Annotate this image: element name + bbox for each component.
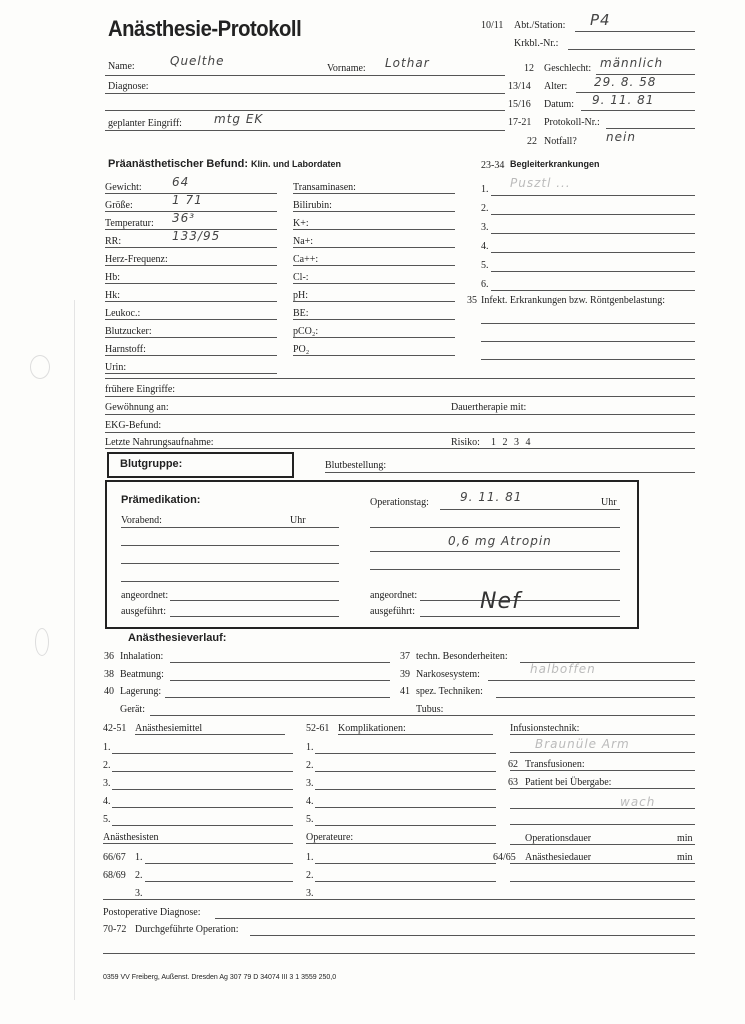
infekt-line-2 (481, 341, 695, 342)
fruehere-label: frühere Eingriffe: (105, 384, 176, 395)
notfall-label: Notfall? (544, 136, 577, 147)
infekt-label: Infekt. Erkrankungen bzw. Röntgenbelastung: (481, 295, 666, 306)
tech-label: techn. Besonderheiten: (416, 651, 508, 662)
mittel-line (112, 753, 293, 754)
op-number: 2. (306, 870, 314, 881)
begleit-line (491, 252, 695, 253)
nahrung-label: Letzte Nahrungsaufnahme: (105, 437, 214, 448)
lab-line (293, 355, 455, 356)
staff-num: 68/69 (103, 870, 126, 881)
lab-label: BE: (293, 308, 309, 319)
inhalation-line (170, 662, 390, 663)
eingriff-value: mtg EK (214, 112, 264, 126)
protokoll-label: Protokoll-Nr.: (544, 117, 600, 128)
begleit-num: 23-34 (481, 160, 505, 171)
kompl-line (315, 807, 496, 808)
vorname-value: Lothar (385, 56, 430, 70)
befund-label: Leukoc.: (105, 308, 141, 319)
begleit-number: 5. (481, 260, 489, 271)
kompl-line (315, 753, 496, 754)
blutgruppe-label: Blutgruppe: (120, 458, 183, 470)
befund-line (105, 337, 277, 338)
praemed-medication: 0,6 mg Atropin (448, 534, 552, 548)
staff-number: 2. (135, 870, 143, 881)
mittel-num: 42-51 (103, 723, 127, 734)
kompl-label-underline (338, 734, 493, 735)
befund-subheading: Klin. und Labordaten (251, 159, 342, 169)
patient-value: wach (620, 795, 656, 809)
kompl-number: 4. (306, 796, 314, 807)
vorabend-line-4 (121, 581, 339, 582)
narkose-num: 39 (400, 669, 410, 680)
uhr2-label: Uhr (601, 497, 617, 508)
begleit-value: Pusztl ... (510, 176, 571, 190)
op-number: 3. (306, 888, 314, 899)
lab-label: Bilirubin: (293, 200, 332, 211)
transf-label: Transfusionen: (525, 759, 585, 770)
begleit-number: 2. (481, 203, 489, 214)
alter-value: 29. 8. 58 (594, 75, 657, 89)
scan-smudge (35, 628, 49, 656)
inhalation-label: Inhalation: (120, 651, 164, 662)
spez-label: spez. Techniken: (416, 686, 483, 697)
kompl-number: 2. (306, 760, 314, 771)
kompl-line (315, 771, 496, 772)
opstag-label: Operationstag: (370, 497, 429, 508)
durch-num: 70-72 (103, 924, 127, 935)
risiko-label: Risiko: (451, 437, 480, 448)
infusion-line (510, 734, 695, 735)
lab-line (293, 283, 455, 284)
befund-label: Temperatur: (105, 218, 154, 229)
name-line (105, 75, 505, 76)
begleit-line (491, 290, 695, 291)
dauertherapie-label: Dauertherapie mit: (451, 402, 527, 413)
lab-line (293, 247, 455, 248)
page-title: Anästhesie-Protokoll (108, 16, 302, 41)
staff-number: 3. (135, 888, 143, 899)
opstag-line-3 (370, 551, 620, 552)
mittel-label-underline (135, 734, 285, 735)
vorabend-line-3 (121, 563, 339, 564)
befund-label: Harnstoff: (105, 344, 146, 355)
lab-label: pH: (293, 290, 308, 301)
infusion-line-2 (510, 752, 695, 753)
opstag-line-2 (370, 527, 620, 528)
lab-label: K+: (293, 218, 309, 229)
lab-line (293, 229, 455, 230)
opdauer-label: Operationsdauer (525, 833, 592, 844)
kompl-num: 52-61 (306, 723, 330, 734)
befund-line (105, 319, 277, 320)
befund-label: Größe: (105, 200, 133, 211)
scan-edge (74, 300, 75, 1000)
geschlecht-num: 12 (524, 63, 534, 74)
begleit-number: 3. (481, 222, 489, 233)
transf-num: 62 (508, 759, 518, 770)
nahrung-line (105, 448, 695, 449)
spez-num: 41 (400, 686, 410, 697)
andauer-line-2 (510, 881, 695, 882)
kompl-number: 3. (306, 778, 314, 789)
krkbl-label: Krkbl.-Nr.: (514, 38, 559, 49)
name-label: Name: (108, 61, 135, 72)
narkose-line (488, 680, 695, 681)
befund-line (105, 355, 277, 356)
lagerung-label: Lagerung: (120, 686, 162, 697)
lagerung-line (165, 697, 390, 698)
station-value: P4 (590, 11, 611, 29)
befund-label: Herz-Frequenz: (105, 254, 168, 265)
mittel-number: 2. (103, 760, 111, 771)
vorname-label: Vorname: (327, 63, 366, 74)
alter-num: 13/14 (508, 81, 531, 92)
alter-label: Alter: (544, 81, 568, 92)
datum-line (581, 110, 695, 111)
notfall-value: nein (606, 130, 636, 144)
vorabend-label: Vorabend: (121, 515, 162, 526)
befund-value: 36³ (172, 211, 196, 225)
mittel-number: 4. (103, 796, 111, 807)
beatmung-num: 38 (104, 669, 114, 680)
station-line (575, 31, 695, 32)
lab-label: PO₂ (293, 344, 310, 355)
op-number: 1. (306, 852, 314, 863)
staff-line (145, 881, 293, 882)
anaesthesisten-label: Anästhesisten (103, 832, 159, 843)
geschlecht-value: männlich (600, 56, 664, 70)
inhalation-num: 36 (104, 651, 114, 662)
infusion-value: Braunüle Arm (535, 737, 630, 751)
diagnose-label: Diagnose: (108, 81, 149, 92)
infekt-line-3 (481, 359, 695, 360)
befund-value: 133/95 (172, 229, 221, 243)
befund-heading-text: Präanästhetischer Befund: (108, 158, 248, 170)
narkose-value: halboffen (530, 662, 596, 676)
infekt-num: 35 (467, 295, 477, 306)
befund-label: RR: (105, 236, 122, 247)
begleit-number: 1. (481, 184, 489, 195)
tech-num: 37 (400, 651, 410, 662)
durch-line (250, 935, 695, 936)
geraet-label: Gerät: (120, 704, 145, 715)
tubus-label: Tubus: (416, 704, 444, 715)
lab-line (293, 265, 455, 266)
lab-line (293, 319, 455, 320)
patient-line (510, 788, 695, 789)
kompl-number: 1. (306, 742, 314, 753)
lab-line (293, 211, 455, 212)
praemed-signature: Nef (480, 589, 521, 614)
lab-label: Cl-: (293, 272, 309, 283)
ausgefuehrt1-line (170, 616, 339, 617)
kompl-number: 5. (306, 814, 314, 825)
lab-label: Transaminasen: (293, 182, 356, 193)
patient-label: Patient bei Übergabe: (525, 777, 612, 788)
mittel-label: Anästhesiemittel (135, 723, 203, 734)
geschlecht-label: Geschlecht: (544, 63, 592, 74)
lagerung-num: 40 (104, 686, 114, 697)
lab-line (293, 337, 455, 338)
befund-value: 64 (172, 175, 190, 189)
befund-label: Blutzucker: (105, 326, 152, 337)
mittel-number: 5. (103, 814, 111, 825)
befund-value: 1 71 (172, 193, 203, 207)
patient-line-2 (510, 808, 695, 809)
lab-label: Ca++: (293, 254, 319, 265)
ekg-line (105, 432, 695, 433)
befund-label: Hb: (105, 272, 120, 283)
durch-label: Durchgeführte Operation: (135, 924, 239, 935)
kompl-line (315, 789, 496, 790)
form-footer: 0359 VV Freiberg, Außenst. Dresden Ag 307 79 D 34074 III 3 1 3559 250,0 (103, 974, 337, 981)
andauer-line (510, 863, 695, 864)
begleit-heading: Begleiterkrankungen (510, 159, 600, 169)
lab-label: pCO₂: (293, 326, 319, 337)
befund-label: Urin: (105, 362, 127, 373)
begleit-line (491, 233, 695, 234)
gewoehnung-line (105, 414, 695, 415)
blutbestellung-label: Blutbestellung: (325, 460, 387, 471)
diagnose-line (105, 93, 505, 94)
ausgefuehrt2-line (420, 616, 620, 617)
ekg-label: EKG-Befund: (105, 420, 162, 431)
opstag-line-4 (370, 569, 620, 570)
befund-line (105, 265, 277, 266)
protokoll-num: 17-21 (508, 117, 532, 128)
anaesthesisten-line (103, 843, 293, 844)
andauer-min: min (677, 852, 693, 863)
befund-line (105, 247, 277, 248)
befund-heading (108, 158, 341, 170)
begleit-number: 4. (481, 241, 489, 252)
lab-line (293, 301, 455, 302)
mittel-line (112, 771, 293, 772)
befund-label: Hk: (105, 290, 120, 301)
opdauer-line (510, 844, 695, 845)
beatmung-label: Beatmung: (120, 669, 164, 680)
datum-label: Datum: (544, 99, 574, 110)
transf-line (510, 770, 695, 771)
andauer-label: Anästhesiedauer (525, 852, 592, 863)
mittel-number: 3. (103, 778, 111, 789)
postop-label: Postoperative Diagnose: (103, 907, 201, 918)
begleit-line (491, 195, 695, 196)
krkbl-line (568, 49, 695, 50)
narkose-label: Narkosesystem: (416, 669, 480, 680)
urin-line (105, 378, 695, 379)
opstag-value: 9. 11. 81 (460, 490, 523, 504)
datum-value: 9. 11. 81 (592, 93, 655, 107)
diagnose-line-2 (105, 110, 505, 111)
risiko-values: 1 2 3 4 (491, 437, 533, 448)
staff-num: 66/67 (103, 852, 126, 863)
befund-line (105, 283, 277, 284)
eingriff-label: geplanter Eingriff: (108, 118, 182, 129)
mittel-line (112, 825, 293, 826)
mittel-line (112, 789, 293, 790)
notfall-num: 22 (527, 136, 537, 147)
spez-line (496, 697, 695, 698)
scan-smudge (30, 355, 50, 379)
staff-number: 1. (135, 852, 143, 863)
datum-num: 15/16 (508, 99, 531, 110)
station-num: 10/11 (481, 20, 504, 31)
durch-line-2 (103, 953, 695, 954)
andauer-num: 64/65 (493, 852, 516, 863)
vorabend-line (121, 527, 339, 528)
blutbestellung-line (325, 472, 695, 473)
befund-line (105, 373, 277, 374)
angeordnet2-label: angeordnet: (370, 590, 418, 601)
begleit-line (491, 271, 695, 272)
angeordnet1-line (170, 600, 339, 601)
lab-line (293, 193, 455, 194)
operateure-label: Operateure: (306, 832, 354, 843)
infekt-line-1 (481, 323, 695, 324)
mittel-number: 1. (103, 742, 111, 753)
opstag-line (440, 509, 620, 510)
verlauf-heading: Anästhesieverlauf: (128, 632, 227, 644)
befund-label: Gewicht: (105, 182, 142, 193)
opdauer-min: min (677, 833, 693, 844)
infusion-label: Infusionstechnik: (510, 723, 580, 734)
geraet-line (150, 715, 695, 716)
station-label: Abt./Station: (514, 20, 566, 31)
ausgefuehrt1-label: ausgeführt: (121, 606, 166, 617)
name-value: Quelthe (170, 54, 225, 68)
mittel-line (112, 807, 293, 808)
kompl-label: Komplikationen: (338, 723, 406, 734)
angeordnet1-label: angeordnet: (121, 590, 169, 601)
befund-line (105, 301, 277, 302)
lab-label: Na+: (293, 236, 314, 247)
staff-bottom-line (103, 899, 695, 900)
begleit-line (491, 214, 695, 215)
gewoehnung-label: Gewöhnung an: (105, 402, 169, 413)
beatmung-line (170, 680, 390, 681)
staff-line (145, 863, 293, 864)
operateure-line (306, 843, 496, 844)
patient-num: 63 (508, 777, 518, 788)
fruehere-line (105, 396, 695, 397)
ausgefuehrt2-label: ausgeführt: (370, 606, 415, 617)
protokoll-line (606, 128, 695, 129)
op-line (315, 881, 496, 882)
vorabend-line-2 (121, 545, 339, 546)
patient-line-3 (510, 824, 695, 825)
op-line (315, 863, 496, 864)
kompl-line (315, 825, 496, 826)
eingriff-line (105, 130, 505, 131)
uhr1-label: Uhr (290, 515, 306, 526)
praemed-heading: Prämedikation: (121, 494, 201, 506)
begleit-number: 6. (481, 279, 489, 290)
postop-line (215, 918, 695, 919)
